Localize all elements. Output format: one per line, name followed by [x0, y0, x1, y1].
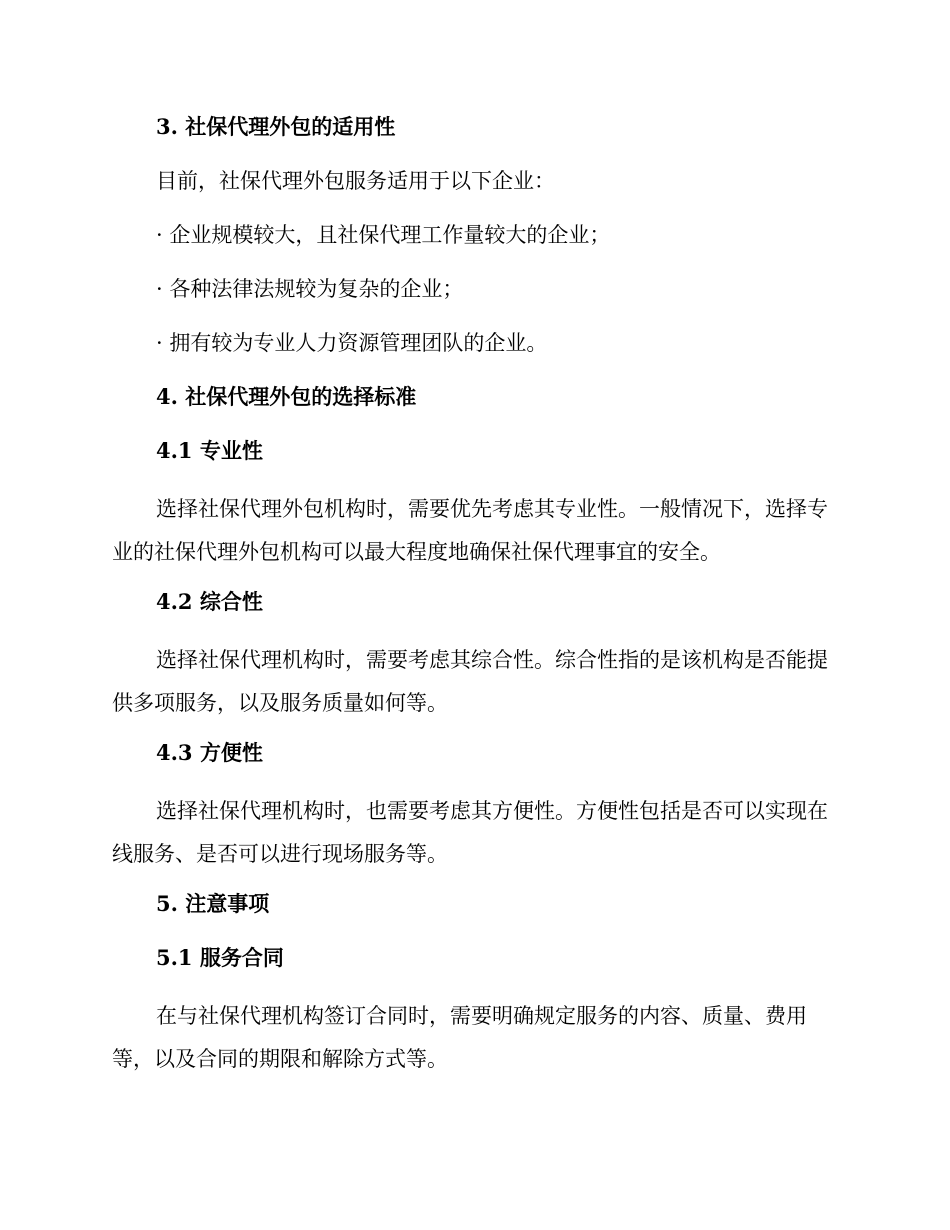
section-4-2-paragraph: 选择社保代理机构时，需要考虑其综合性。综合性指的是该机构是否能提供多项服务，以及服务质量如何等。 [112, 648, 828, 715]
section-3-bullet-2: · 各种法律法规较为复杂的企业； [156, 277, 464, 301]
section-4-3-paragraph: 选择社保代理机构时，也需要考虑其方便性。方便性包括是否可以实现在线服务、是否可以进行现场服务等。 [112, 799, 828, 866]
section-5-heading: 5. 注意事项 [156, 891, 270, 916]
section-4-3-heading: 4.3 方便性 [156, 740, 263, 765]
document-body [112, 110, 832, 1092]
section-4-heading: 4. 社保代理外包的选择标准 [156, 384, 417, 409]
section-3-bullet-3: · 拥有较为专业人力资源管理团队的企业。 [156, 331, 548, 355]
section-4-1-paragraph: 选择社保代理外包机构时，需要优先考虑其专业性。一般情况下，选择专业的社保代理外包机构可以最大程度地确保社保代理事宜的安全。 [112, 497, 828, 564]
section-3-intro: 目前，社保代理外包服务适用于以下企业： [156, 169, 555, 193]
section-4-1-heading: 4.1 专业性 [156, 438, 263, 463]
section-5-1-heading: 5.1 服务合同 [156, 945, 284, 970]
section-3-heading: 3. 社保代理外包的适用性 [156, 114, 396, 139]
section-4-2-heading: 4.2 综合性 [156, 589, 263, 614]
section-5-1-paragraph: 在与社保代理机构签订合同时，需要明确规定服务的内容、质量、费用等，以及合同的期限和解除方式等。 [112, 1004, 807, 1071]
section-3-bullet-1: · 企业规模较大，且社保代理工作量较大的企业； [156, 223, 611, 247]
